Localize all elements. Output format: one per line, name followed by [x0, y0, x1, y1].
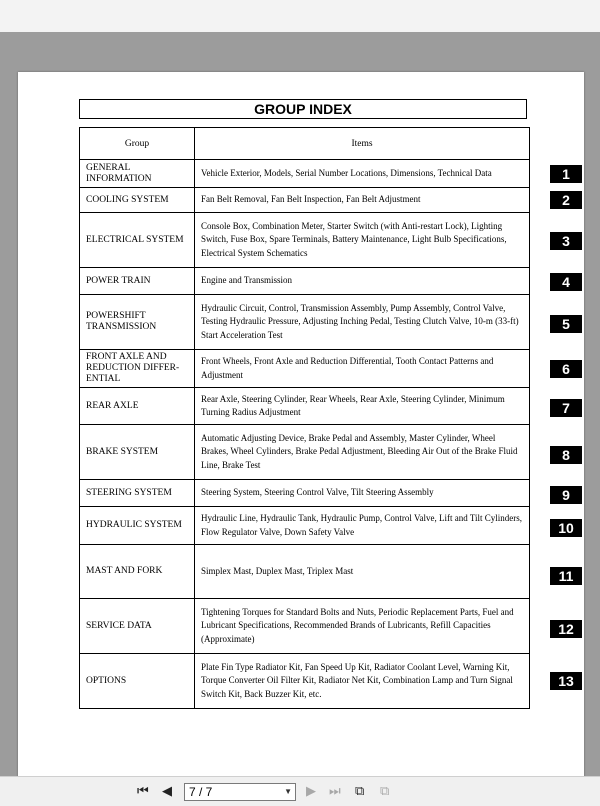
group-cell: ELECTRICAL SYSTEM: [80, 213, 195, 268]
viewer-top-bar: [0, 0, 600, 32]
section-tab-10: 10: [550, 519, 582, 537]
group-cell: SERVICE DATA: [80, 599, 195, 654]
section-tab-11: 11: [550, 567, 582, 585]
two-page-view-icon[interactable]: ⧉: [380, 784, 390, 799]
table-header-row: [80, 128, 530, 160]
items-cell: Engine and Transmission: [195, 268, 530, 295]
table-row: [80, 295, 530, 350]
chevron-down-icon[interactable]: ▼: [284, 787, 292, 796]
items-cell: Hydraulic Line, Hydraulic Tank, Hydraulic Pump, Control Valve, Lift and Tilt Cylinders, Flow Regulator Valve, Down Safety Valve: [195, 507, 530, 545]
table-row: [80, 388, 530, 425]
section-tab-8: 8: [550, 446, 582, 464]
section-tab-5: 5: [550, 315, 582, 333]
group-column-header: Group: [80, 128, 195, 160]
items-cell: Front Wheels, Front Axle and Reduction Differential, Tooth Contact Patterns and Adjustment: [195, 350, 530, 388]
table-row: [80, 160, 530, 188]
table-row: [80, 425, 530, 480]
section-tab-4: 4: [550, 273, 582, 291]
section-tab-3: 3: [550, 232, 582, 250]
table-row: [80, 599, 530, 654]
section-tab-2: 2: [550, 191, 582, 209]
items-cell: Tightening Torques for Standard Bolts and Nuts, Periodic Replacement Parts, Fuel and Lubricant Specifications, Recommended Brands of Lubricants, Refill Capacities (Approximate): [195, 599, 530, 654]
section-tab-9: 9: [550, 486, 582, 504]
group-cell: HYDRAULIC SYSTEM: [80, 507, 195, 545]
items-cell: Rear Axle, Steering Cylinder, Rear Wheels, Rear Axle, Steering Cylinder, Minimum Turning Radius Adjustment: [195, 388, 530, 425]
document-viewport[interactable]: [0, 32, 600, 776]
last-page-icon[interactable]: ⏭: [329, 784, 341, 799]
section-tab-13: 13: [550, 672, 582, 690]
section-tab-7: 7: [550, 399, 582, 417]
group-cell: STEERING SYSTEM: [80, 480, 195, 507]
single-page-view-icon[interactable]: ⧉: [355, 784, 365, 799]
table-row: [80, 480, 530, 507]
items-cell: Automatic Adjusting Device, Brake Pedal and Assembly, Master Cylinder, Wheel Brakes, Wheel Cylinders, Brake Pedal Adjustment, Bleeding Air Out of the Brake Fluid Line, Brake Test: [195, 425, 530, 480]
table-row: [80, 213, 530, 268]
group-cell: OPTIONS: [80, 654, 195, 709]
items-column-header: Items: [195, 128, 530, 160]
items-cell: Plate Fin Type Radiator Kit, Fan Speed Up Kit, Radiator Coolant Level, Warning Kit, Torque Converter Oil Filter Kit, Radiator Net Kit, Combination Lamp and Turn Signal Switch Kit, Back Buzzer Kit, etc.: [195, 654, 530, 709]
group-cell: GENERAL INFORMATION: [80, 160, 195, 188]
document-page: [18, 72, 584, 804]
group-cell: POWERSHIFT TRANSMISSION: [80, 295, 195, 350]
table-row: [80, 507, 530, 545]
table-row: [80, 654, 530, 709]
group-cell: COOLING SYSTEM: [80, 188, 195, 213]
items-cell: Steering System, Steering Control Valve, Tilt Steering Assembly: [195, 480, 530, 507]
items-cell: Console Box, Combination Meter, Starter Switch (with Anti-restart Lock), Lighting Switch, Fuse Box, Spare Terminals, Battery Maintenance, Light Bulb Specifications, Electrical System Schematics: [195, 213, 530, 268]
page-number-field[interactable]: [184, 783, 296, 801]
section-tab-6: 6: [550, 360, 582, 378]
group-index-table: [79, 127, 530, 709]
previous-page-icon[interactable]: ◀: [162, 784, 172, 799]
items-cell: Fan Belt Removal, Fan Belt Inspection, Fan Belt Adjustment: [195, 188, 530, 213]
section-tab-1: 1: [550, 165, 582, 183]
items-cell: Hydraulic Circuit, Control, Transmission Assembly, Pump Assembly, Control Valve, Testing Hydraulic Pressure, Adjusting Inching Pedal, Testing Clutch Valve, 10-m (33-ft) Start Acceleration Test: [195, 295, 530, 350]
group-cell: MAST AND FORK: [80, 545, 195, 599]
group-cell: POWER TRAIN: [80, 268, 195, 295]
table-row: [80, 545, 530, 599]
page-navigation-toolbar: [0, 776, 600, 806]
items-cell: Simplex Mast, Duplex Mast, Triplex Mast: [195, 545, 530, 599]
page-indicator: 7 / 7: [189, 785, 213, 799]
section-tab-12: 12: [550, 620, 582, 638]
items-cell: Vehicle Exterior, Models, Serial Number Locations, Dimensions, Technical Data: [195, 160, 530, 188]
page-title: GROUP INDEX: [79, 99, 527, 119]
group-cell: BRAKE SYSTEM: [80, 425, 195, 480]
table-row: [80, 188, 530, 213]
table-row: [80, 350, 530, 388]
first-page-icon[interactable]: ⏮: [137, 784, 149, 799]
next-page-icon[interactable]: ▶: [306, 784, 316, 799]
table-row: [80, 268, 530, 295]
group-cell: REAR AXLE: [80, 388, 195, 425]
group-cell: FRONT AXLE AND REDUCTION DIFFER-ENTIAL: [80, 350, 195, 388]
